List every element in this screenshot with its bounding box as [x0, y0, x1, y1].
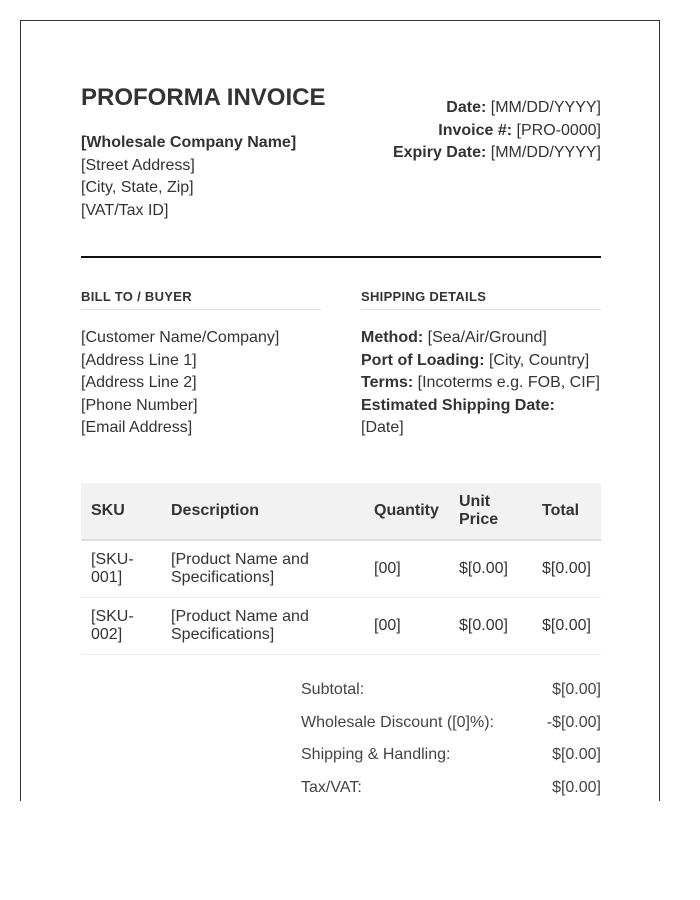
- cell-total: $[0.00]: [532, 598, 601, 655]
- bill-to-line: [Address Line 1]: [81, 351, 197, 369]
- terms-label: Terms:: [361, 374, 414, 391]
- table-row: [81, 540, 601, 598]
- expiry-date-label: Expiry Date:: [392, 144, 487, 161]
- company-vat: [VAT/Tax ID]: [81, 201, 169, 219]
- estimated-shipping-date-label: Estimated Shipping Date:: [361, 396, 555, 414]
- expiry-date-row: [393, 142, 601, 165]
- subtotal-label: Subtotal:: [301, 681, 365, 698]
- estimated-shipping-date-row: [361, 395, 601, 418]
- cell-total: $[0.00]: [532, 540, 601, 598]
- company-name: [Wholesale Company Name]: [81, 134, 297, 151]
- shipping-handling-row: [301, 743, 601, 776]
- company-city: [City, State, Zip]: [81, 179, 194, 196]
- subtotal-row: [301, 678, 601, 711]
- cell-sku: [SKU-002]: [81, 598, 161, 655]
- cell-description: [Product Name and Specifications]: [161, 598, 364, 655]
- expiry-date-value: [MM/DD/YYYY]: [490, 144, 601, 161]
- table-header-row: [81, 483, 601, 540]
- date-value: [MM/DD/YYYY]: [490, 99, 601, 116]
- port-of-loading-row: [361, 350, 601, 373]
- bill-to-heading: BILL TO / BUYER: [81, 289, 321, 310]
- shipping-handling-label: Shipping & Handling:: [301, 746, 451, 763]
- cell-description: [Product Name and Specifications]: [161, 540, 364, 598]
- column-header-unit-price: Unit Price: [449, 483, 532, 540]
- port-of-loading-value: [City, Country]: [488, 351, 590, 369]
- invoice-number-value: [PRO-0000]: [516, 121, 601, 139]
- invoice-title: PROFORMA INVOICE: [81, 84, 326, 111]
- date-row: [393, 97, 601, 120]
- column-header-total: Total: [532, 483, 601, 540]
- bill-to-line: [Phone Number]: [81, 396, 198, 414]
- cell-quantity: [00]: [364, 540, 449, 598]
- tax-value: $[0.00]: [552, 778, 601, 796]
- shipping-heading: SHIPPING DETAILS: [361, 289, 601, 310]
- invoice-number-row: [393, 120, 601, 143]
- bill-to-line: [Customer Name/Company]: [81, 329, 280, 346]
- bill-to-line: [Email Address]: [81, 419, 193, 436]
- subtotal-value: $[0.00]: [552, 681, 601, 698]
- discount-label: Wholesale Discount ([0]%):: [301, 713, 494, 731]
- estimated-shipping-date-value: [Date]: [361, 419, 404, 436]
- terms-value: [Incoterms e.g. FOB, CIF]: [417, 374, 600, 391]
- column-header-description: Description: [161, 483, 364, 540]
- bill-to-section: [81, 289, 321, 440]
- invoice-page: [20, 20, 660, 801]
- header-divider: [81, 256, 601, 258]
- discount-row: [301, 711, 601, 744]
- table-row: [81, 598, 601, 655]
- terms-row: [361, 372, 601, 395]
- company-block: [81, 132, 296, 222]
- cell-sku: [SKU-001]: [81, 540, 161, 598]
- bill-to-line: [Address Line 2]: [81, 374, 197, 391]
- totals-summary: [301, 678, 601, 801]
- shipping-method-label: Method:: [361, 329, 424, 346]
- shipping-section: [361, 289, 601, 440]
- shipping-method-value: [Sea/Air/Ground]: [427, 329, 547, 346]
- discount-value: -$[0.00]: [546, 713, 601, 731]
- port-of-loading-label: Port of Loading:: [361, 351, 485, 369]
- cell-unit-price: $[0.00]: [449, 598, 532, 655]
- cell-quantity: [00]: [364, 598, 449, 655]
- tax-row: [301, 776, 601, 802]
- cell-unit-price: $[0.00]: [449, 540, 532, 598]
- shipping-handling-value: $[0.00]: [552, 746, 601, 763]
- column-header-sku: SKU: [81, 483, 161, 540]
- column-header-quantity: Quantity: [364, 483, 449, 540]
- date-label: Date:: [446, 99, 487, 116]
- tax-label: Tax/VAT:: [301, 778, 362, 796]
- line-items-table: [81, 483, 601, 655]
- shipping-body: [361, 327, 601, 440]
- bill-to-body: [81, 327, 321, 440]
- invoice-meta: [393, 97, 601, 165]
- invoice-number-label: Invoice #:: [438, 121, 513, 139]
- shipping-method-row: [361, 327, 601, 350]
- company-street: [Street Address]: [81, 156, 195, 174]
